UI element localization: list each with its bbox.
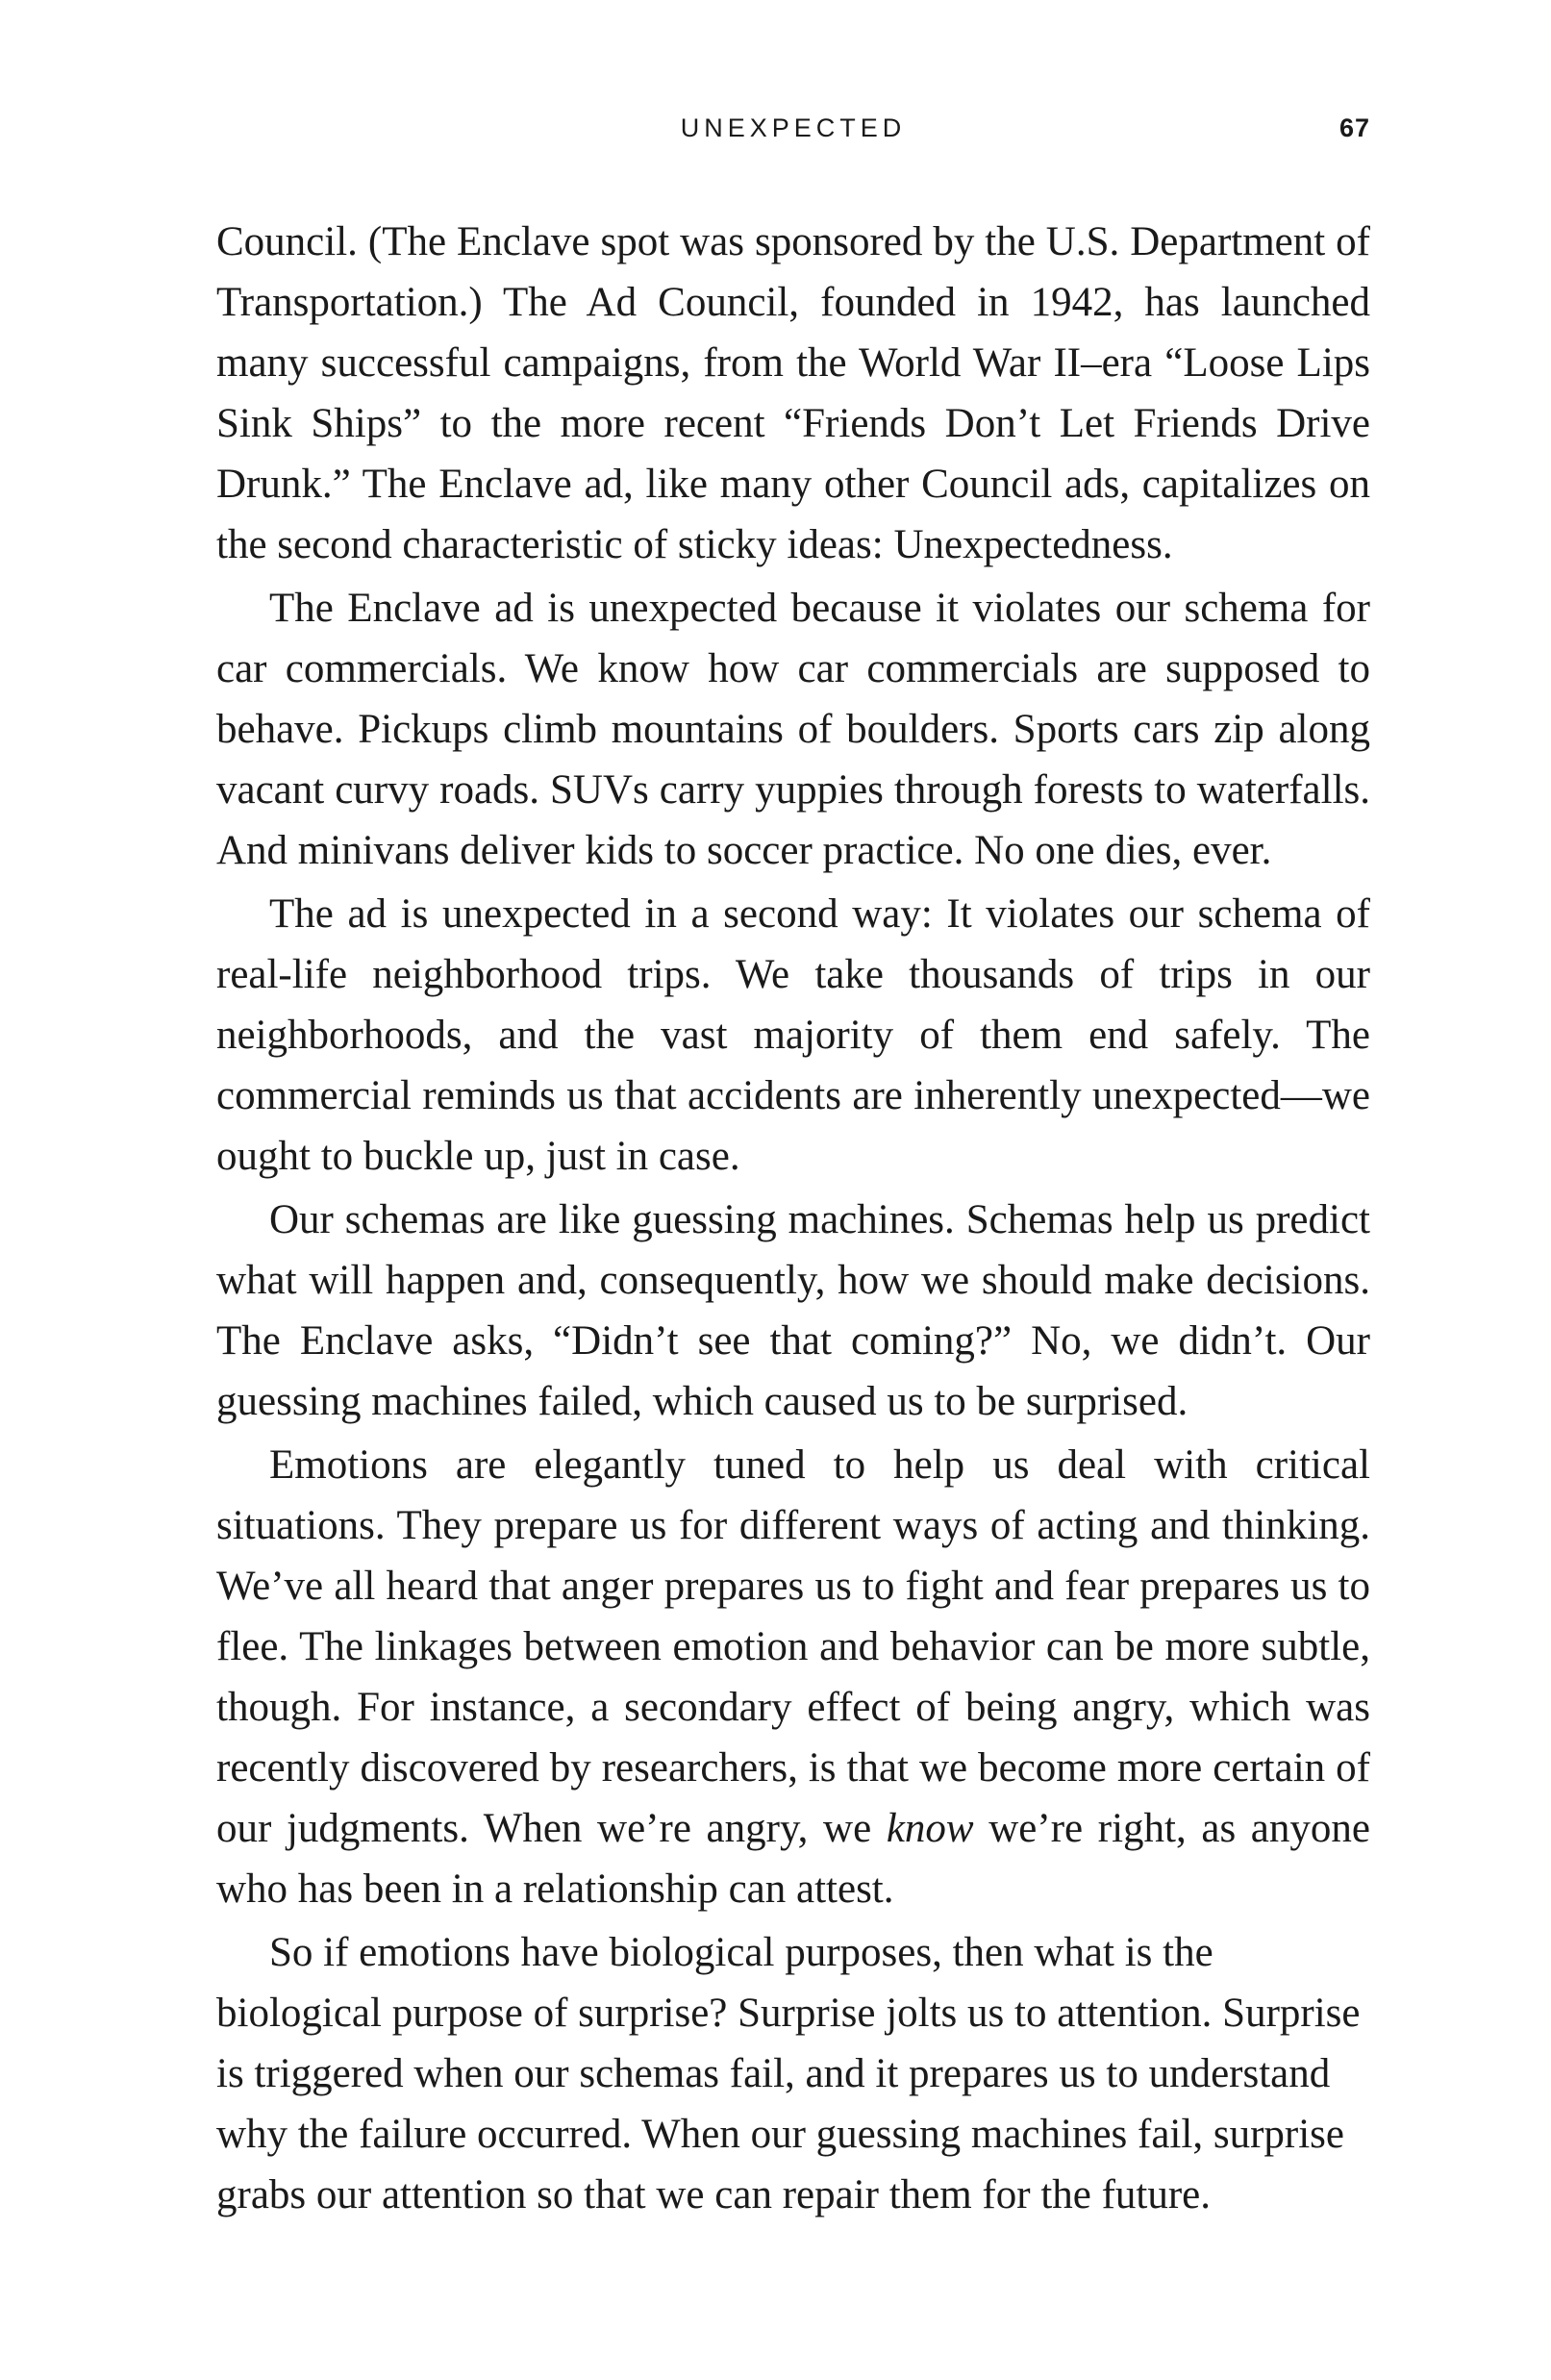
paragraph-1: Council. (The Enclave spot was sponsored by the U.S. Department of Transportation.) The Ad Council, founded in 1942, has launched many successful campaigns, from the World War II–era “Loose Lips Sink Ships” to the more recent “Friends Don’t Let Friends Drive Drunk.” The Enclave ad, like many other Council ads, capitalizes on the second characteristic of sticky ideas: Unexpectedness. [216, 219, 1370, 567]
paragraph-6: So if emotions have biological purposes, then what is the biological purpose of surprise? Surprise jolts us to attention. Surprise is triggered when our schemas fail, and it prepares us to understand why the failure occurred. When our guessing machines fail, surprise grabs our attention so that we can repair them for the future. [216, 1930, 1361, 2217]
paragraph-5 [216, 1435, 1370, 1919]
body-text [216, 212, 1370, 2228]
paragraph-2: The Enclave ad is unexpected because it violates our schema for car commercials. We know how car commercials are supposed to behave. Pickups climb mountains of boulders. Sports cars zip along vacant curvy roads. SUVs carry yuppies through forests to waterfalls. And minivans deliver kids to soccer practice. No one dies, ever. [216, 586, 1370, 873]
running-head [216, 113, 1370, 162]
page-number: 67 [1338, 113, 1370, 142]
paragraph-5-text-after: we’re right, as anyone who has been in a relationship can attest. [216, 1806, 1370, 1912]
running-title: UNEXPECTED [680, 113, 907, 142]
emphasis-know: know [886, 1806, 974, 1851]
paragraph-3: The ad is unexpected in a second way: It violates our schema of real-life neighborhood trips. We take thousands of trips in our neighborhoods, and the vast majority of them end safely. The commercial reminds us that accidents are inherently unexpected—we ought to buckle up, just in case. [216, 891, 1370, 1179]
paragraph-5-text-before: Emotions are elegantly tuned to help us deal with critical situations. They prepare us for different ways of acting and thinking. We’ve all heard that anger prepares us to fight and fear prepares us to flee. The linkages between emotion and behavior can be more subtle, though. For instance, a secondary effect of being angry, which was recently discovered by researchers, is that we become more certain of our judgments. When we’re angry, we [216, 1442, 1370, 1851]
paragraph-4: Our schemas are like guessing machines. Schemas help us predict what will happen and, consequently, how we should make decisions. The Enclave asks, “Didn’t see that coming?” No, we didn’t. Our guessing machines failed, which caused us to be surprised. [216, 1197, 1370, 1424]
